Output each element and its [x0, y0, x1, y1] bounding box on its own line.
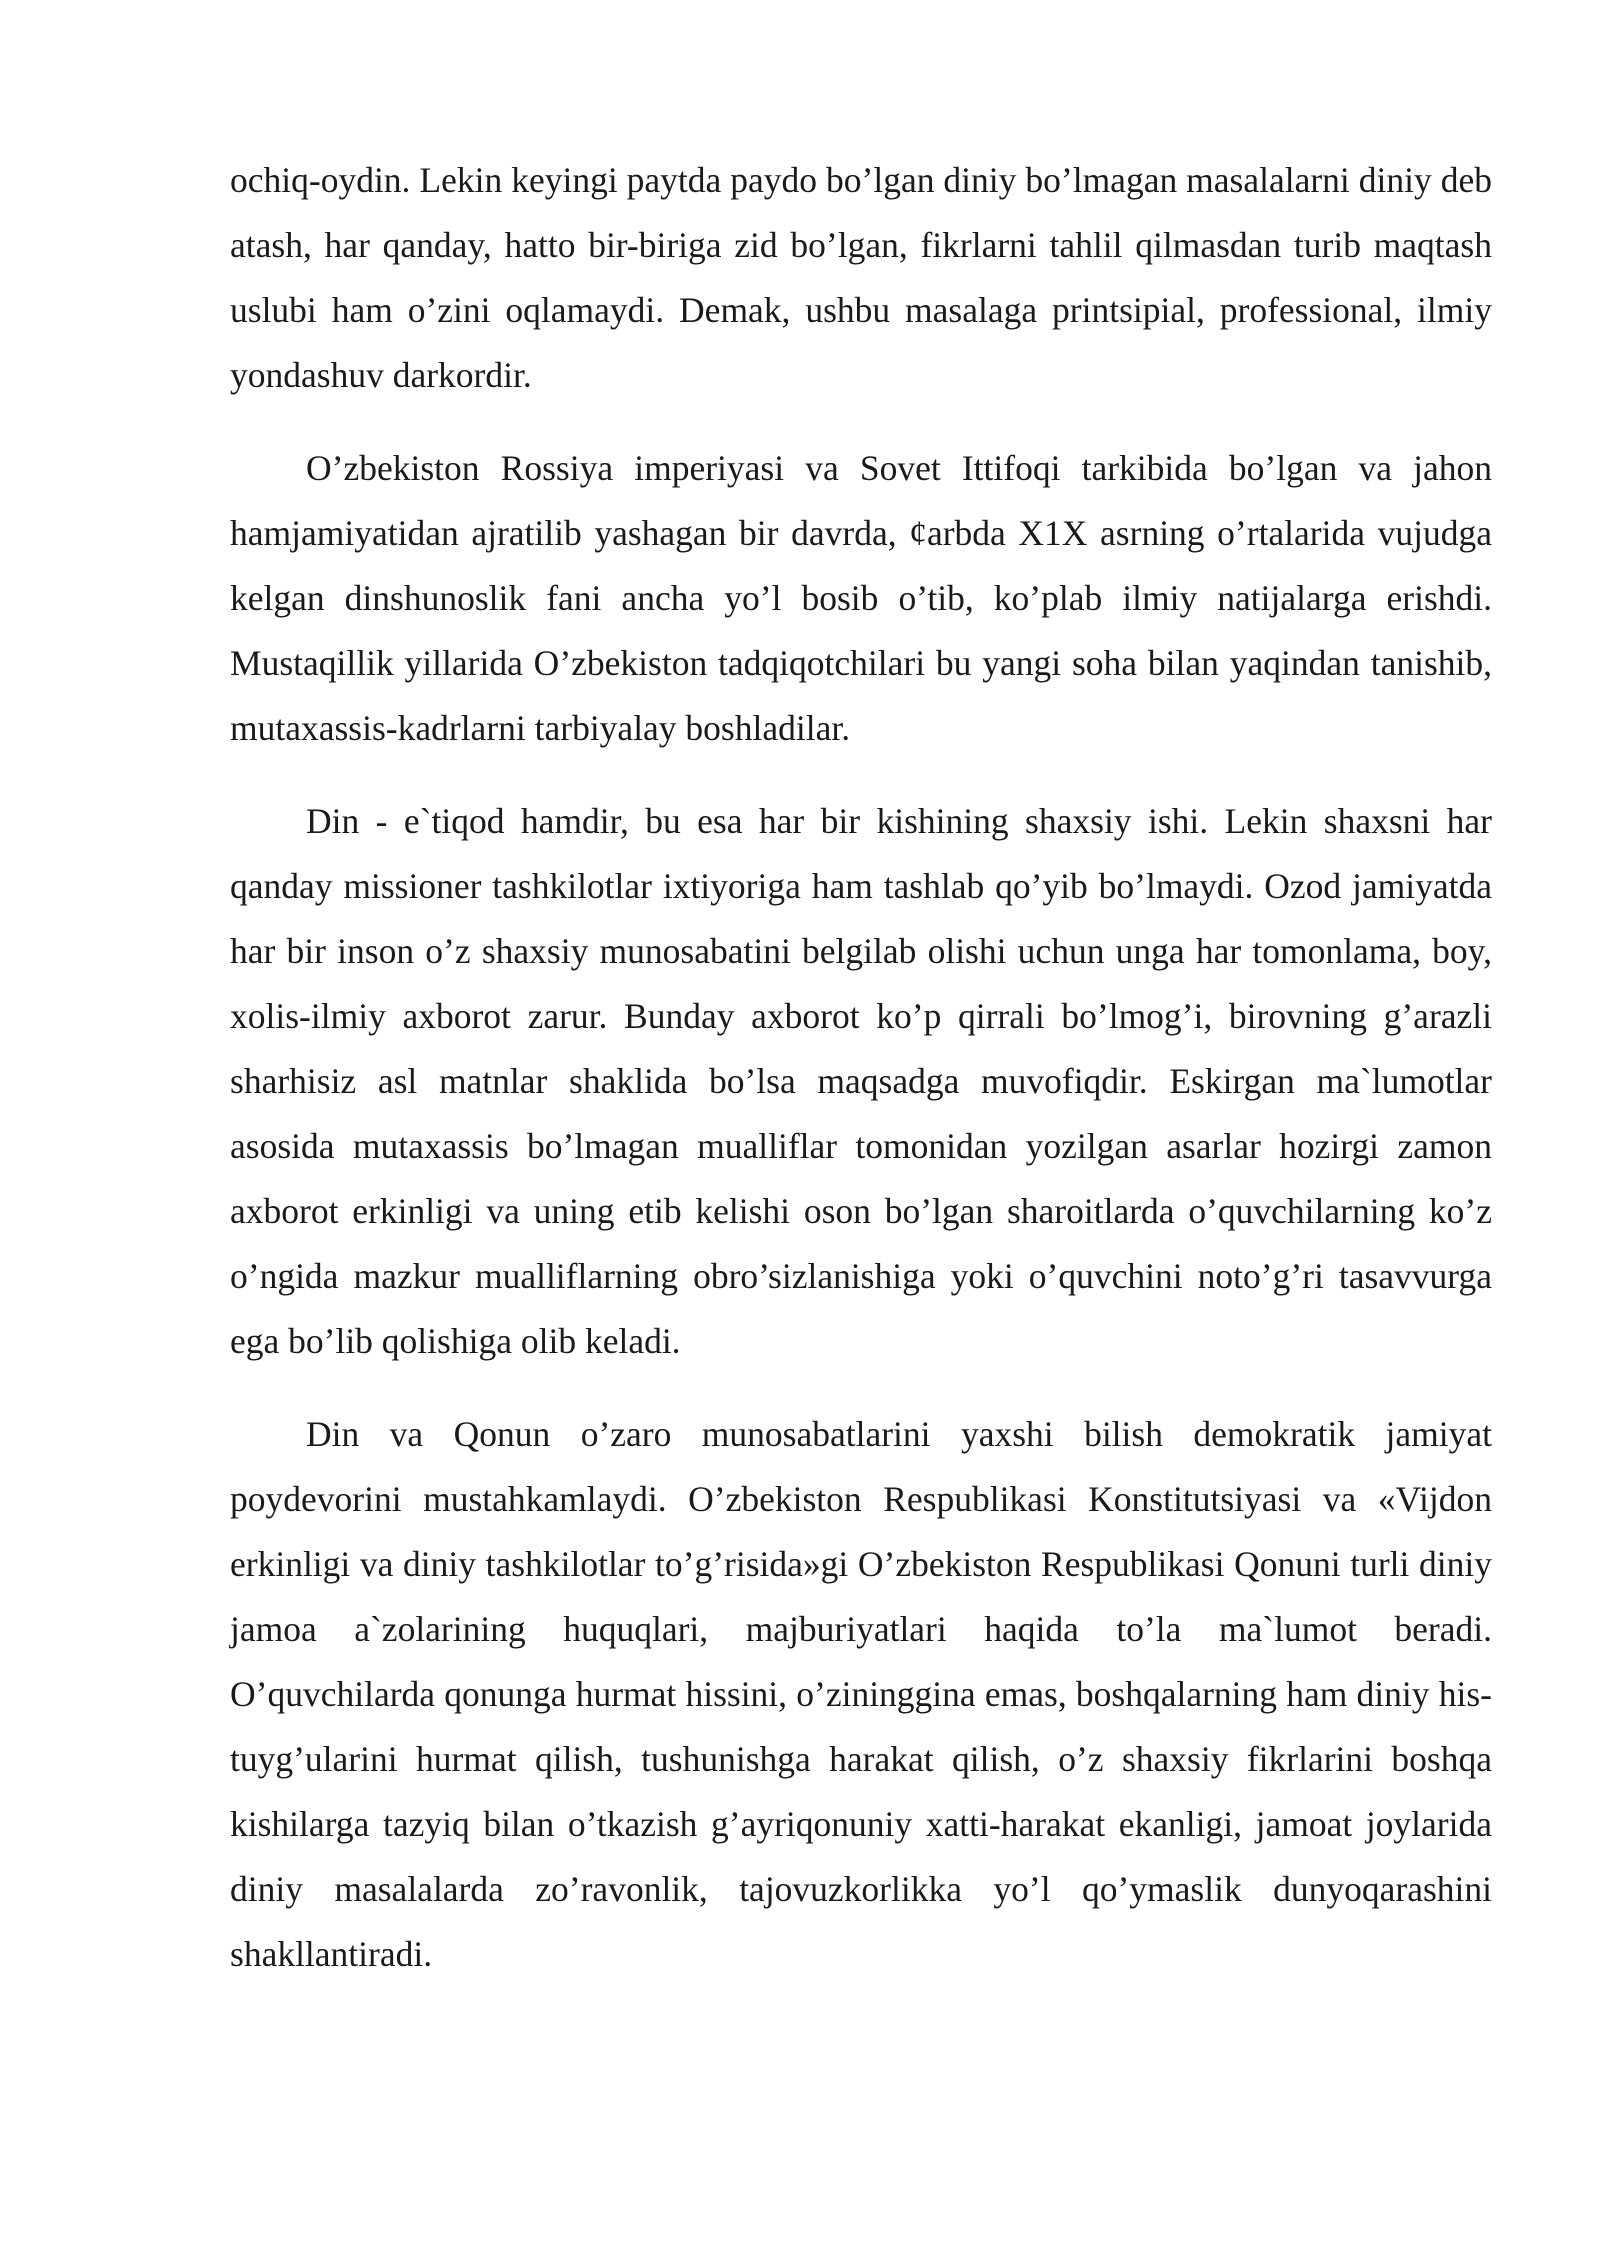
paragraph-history: O’zbekiston Rossiya imperiyasi va Sovet Ittifoqi tarkibida bo’lgan va jahon hamjamiyatidan ajratilib yashagan bir davrda, ¢arbda X1X asrning o’rtalarida vujudga kelgan dinshunoslik fani ancha yo’l bosib o’tib, ko’plab ilmiy natijalarga erishdi. Mustaqillik yillarida O’zbekiston tadqiqotchilari bu yangi soha bilan yaqindan tanishib, mutaxassis-kadrlarni tarbiyalay boshladilar.: [230, 448, 1492, 748]
paragraph-religion-belief: Din - e`tiqod hamdir, bu esa har bir kishining shaxsiy ishi. Lekin shaxsni har qanday missioner tashkilotlar ixtiyoriga ham tashlab qo’yib bo’lmaydi. Ozod jamiyatda har bir inson o’z shaxsiy munosabatini belgilab olishi uchun unga har tomonlama, boy, xolis-ilmiy axborot zarur. Bunday axborot ko’p qirrali bo’lmog’i, birovning g’arazli sharhisiz asl matnlar shaklida bo’lsa maqsadga muvofiqdir. Eskirgan ma`lumotlar asosida mutaxassis bo’lmagan mualliflar tomonidan yozilgan asarlar hozirgi zamon axborot erkinligi va uning etib kelishi oson bo’lgan sharoitlarda o’quvchilarning ko’z o’ngida mazkur mualliflarning obro’sizlanishiga yoki o’quvchini noto’g’ri tasavvurga ega bo’lib qolishiga olib keladi.: [230, 801, 1492, 1361]
paragraph-continuation: ochiq-oydin. Lekin keyingi paytda paydo bo’lgan diniy bo’lmagan masalalarni diniy deb atash, har qanday, hatto bir-biriga zid bo’lgan, fikrlarni tahlil qilmasdan turib maqtash uslubi ham o’zini oqlamaydi. Demak, ushbu masalaga printsipial, professional, ilmiy yondashuv darkordir.: [230, 160, 1492, 395]
document-page: [230, 148, 1492, 2015]
paragraph-religion-law: Din va Qonun o’zaro munosabatlarini yaxshi bilish demokratik jamiyat poydevorini mustahkamlaydi. O’zbekiston Respublikasi Konstitutsiyasi va «Vijdon erkinligi va diniy tashkilotlar to’g’risida»gi O’zbekiston Respublikasi Qonuni turli diniy jamoa a`zolarining huquqlari, majburiyatlari haqida to’la ma`lumot beradi. O’quvchilarda qonunga hurmat hissini, o’ziningginа emas, boshqalarning ham diniy his-tuyg’ularini hurmat qilish, tushunishga harakat qilish, o’z shaxsiy fikrlarini boshqa kishilarga tazyiq bilan o’tkazish g’ayriqonuniy xatti-harakat ekanligi, jamoat joylarida diniy masalalarda zo’ravonlik, tajovuzkorlikka yo’l qo’ymaslik dunyoqarashini shakllantiradi.: [230, 1414, 1492, 1974]
